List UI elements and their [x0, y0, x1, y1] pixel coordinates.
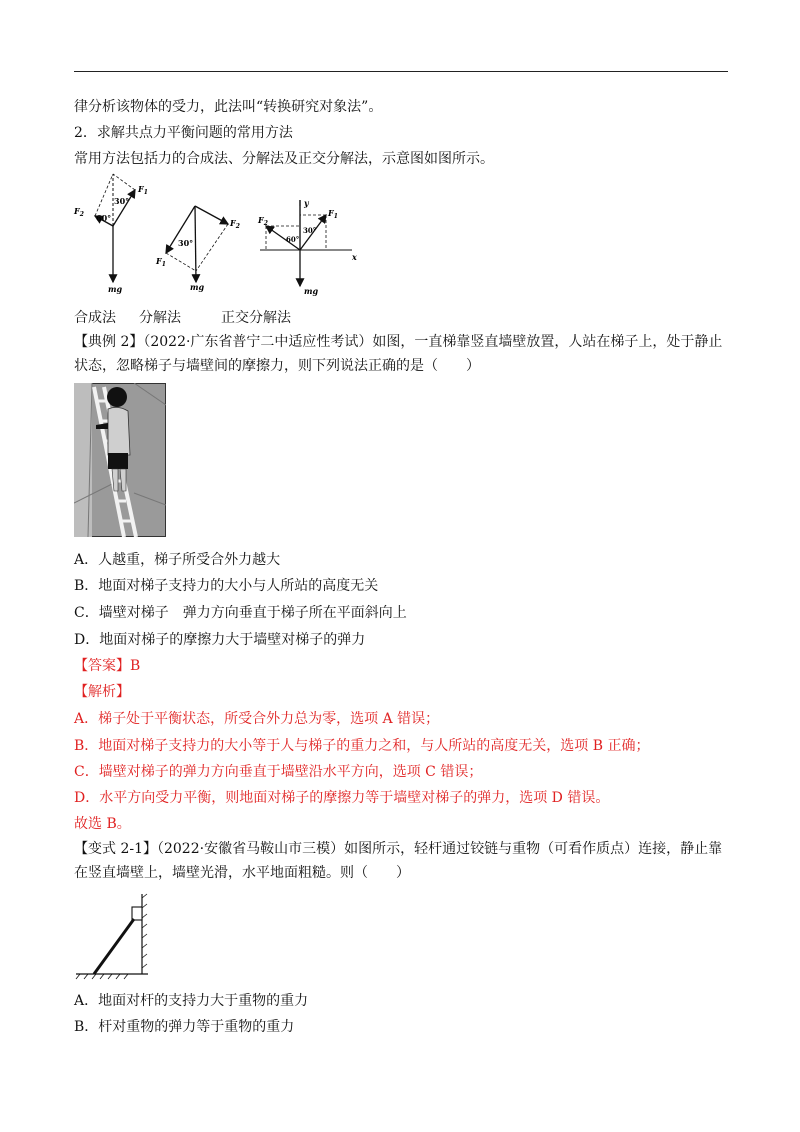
example-heading: 【典例 2】（2022·广东省普宁二中适应性考试）如图，一直梯靠竖直墙壁放置，人站在梯子上，处于静止: [74, 334, 723, 350]
angle-label: 60°: [286, 235, 300, 244]
composition-figure: [73, 174, 148, 294]
angle-label: 60°: [96, 213, 112, 223]
section-heading: 2．求解共点力平衡问题的常用方法: [74, 125, 293, 141]
intro-text-line: 常用方法包括力的合成法、分解法及正交分解法，示意图如图所示。: [74, 151, 494, 167]
option-c: C．墙壁对梯子 弹力方向垂直于梯子所在平面斜向上: [74, 605, 407, 621]
variant-heading: 【变式 2-1】（2022·安徽省马鞍山市三模）如图所示，轻杆通过铰链与重物（可看作质点）连接，静止靠: [74, 841, 723, 857]
option-b: B．杆对重物的弹力等于重物的重力: [74, 1019, 295, 1035]
angle-label: 30°: [114, 196, 130, 206]
svg-text:F2: $F_2$: [74, 206, 84, 218]
figure-caption: 分解法: [139, 310, 181, 326]
svg-text:F1: $F_1$: [156, 256, 166, 268]
gravity-label: mg: [108, 284, 123, 294]
answer-line: 【答案】B: [74, 658, 141, 674]
angle-label: 30°: [178, 238, 194, 248]
figure-caption: 合成法: [74, 310, 116, 326]
svg-text:F1: $F_1$: [138, 184, 148, 196]
header-rule: [74, 71, 728, 72]
intro-text-line: 律分析该物体的受力，此法叫“转换研究对象法”。: [74, 99, 383, 115]
force-diagrams: [70, 170, 370, 305]
force-label-f1: F: [328, 208, 334, 218]
analysis-label: 【解析】: [74, 684, 130, 700]
svg-text:F2: $F_2$: [258, 215, 268, 227]
ladder-photo: [74, 383, 166, 537]
option-a: A．人越重，梯子所受合外力越大: [74, 552, 281, 568]
force-label-f2: F: [230, 218, 236, 228]
orthogonal-figure: [257, 198, 357, 296]
figure-caption: 正交分解法: [221, 310, 291, 326]
option-b: B．地面对梯子支持力的大小与人所站的高度无关: [74, 578, 379, 594]
gravity-label: mg: [304, 286, 319, 296]
force-label-f1: F: [156, 256, 162, 266]
analysis-line: B．地面对梯子支持力的大小等于人与梯子的重力之和，与人所站的高度无关，选项 B 正确；: [74, 738, 650, 754]
axis-label-x: x: [352, 252, 357, 262]
angle-label: 30°: [303, 226, 317, 235]
decomposition-figure: [155, 206, 240, 292]
analysis-line: D．水平方向受力平衡，则地面对梯子的摩擦力等于墙壁对梯子的弹力，选项 D 错误。: [74, 790, 610, 806]
svg-text:F2: $F_2$: [230, 218, 240, 230]
svg-text:F1: $F_1$: [328, 208, 338, 220]
axis-label-y: y: [304, 198, 309, 208]
analysis-line: C．墙壁对梯子的弹力方向垂直于墙壁沿水平方向，选项 C 错误；: [74, 764, 483, 780]
example-question: 状态，忽略梯子与墙壁间的摩擦力，则下列说法正确的是（ ）: [74, 358, 480, 374]
option-d: D．地面对梯子的摩擦力大于墙壁对梯子的弹力: [74, 632, 366, 648]
force-label-f1: F: [138, 184, 144, 194]
force-label-f2: F: [258, 215, 264, 225]
conclusion-line: 故选 B。: [74, 816, 131, 832]
force-label-f2: F: [74, 206, 80, 216]
rod-wall-figure: [74, 890, 154, 980]
gravity-label: mg: [190, 282, 205, 292]
option-a: A．地面对杆的支持力大于重物的重力: [74, 993, 309, 1009]
variant-question: 在竖直墙壁上，墙壁光滑，水平地面粗糙。则（ ）: [74, 865, 410, 881]
analysis-line: A．梯子处于平衡状态，所受合外力总为零，选项 A 错误；: [74, 711, 440, 727]
